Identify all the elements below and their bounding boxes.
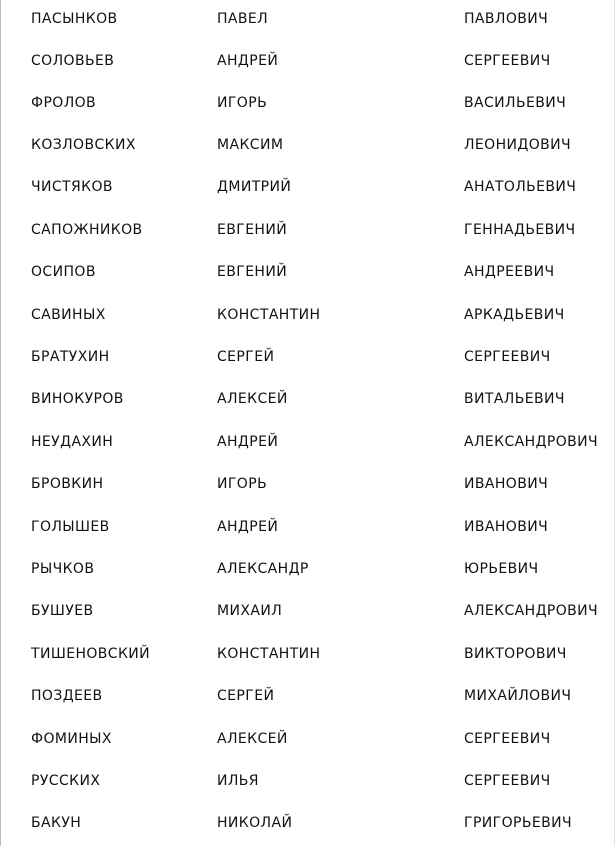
patronymic-cell: ВИТАЛЬЕВИЧ (464, 391, 565, 407)
last-name-cell: ВИНОКУРОВ (31, 391, 124, 407)
table-row (0, 380, 615, 422)
patronymic-cell: ИВАНОВИЧ (464, 519, 549, 535)
table-row (0, 211, 615, 253)
table-row (0, 423, 615, 465)
table-row (0, 338, 615, 380)
patronymic-cell: ПАВЛОВИЧ (464, 11, 549, 27)
last-name-cell: СОЛОВЬЕВ (31, 53, 115, 69)
first-name-cell: ИГОРЬ (217, 95, 268, 111)
last-name-cell: РУССКИХ (31, 773, 101, 789)
last-name-cell: РЫЧКОВ (31, 561, 95, 577)
patronymic-cell: СЕРГЕЕВИЧ (464, 773, 551, 789)
first-name-cell: МИХАИЛ (217, 603, 283, 619)
first-name-cell: ИГОРЬ (217, 476, 268, 492)
first-name-cell: СЕРГЕЙ (217, 349, 275, 365)
patronymic-cell: ГРИГОРЬЕВИЧ (464, 815, 572, 831)
first-name-cell: ЕВГЕНИЙ (217, 264, 288, 280)
last-name-cell: ПАСЫНКОВ (31, 11, 118, 27)
first-name-cell: МАКСИМ (217, 137, 284, 153)
table-row (0, 296, 615, 338)
patronymic-cell: АНАТОЛЬЕВИЧ (464, 179, 577, 195)
table-row (0, 550, 615, 592)
table-row (0, 465, 615, 507)
last-name-cell: КОЗЛОВСКИХ (31, 137, 136, 153)
patronymic-cell: СЕРГЕЕВИЧ (464, 53, 551, 69)
table-row (0, 635, 615, 677)
first-name-cell: ЕВГЕНИЙ (217, 222, 288, 238)
table-row (0, 126, 615, 168)
last-name-cell: САПОЖНИКОВ (31, 222, 143, 238)
table-row (0, 804, 615, 846)
first-name-cell: КОНСТАНТИН (217, 307, 321, 323)
last-name-cell: ТИШЕНОВСКИЙ (31, 646, 151, 662)
table-row (0, 42, 615, 84)
last-name-cell: ФРОЛОВ (31, 95, 97, 111)
first-name-cell: СЕРГЕЙ (217, 688, 275, 704)
first-name-cell: АНДРЕЙ (217, 53, 279, 69)
first-name-cell: ДМИТРИЙ (217, 179, 292, 195)
table-row (0, 0, 615, 42)
patronymic-cell: АЛЕКСАНДРОВИЧ (464, 434, 599, 450)
patronymic-cell: АРКАДЬЕВИЧ (464, 307, 565, 323)
patronymic-cell: АЛЕКСАНДРОВИЧ (464, 603, 599, 619)
patronymic-cell: ИВАНОВИЧ (464, 476, 549, 492)
patronymic-cell: СЕРГЕЕВИЧ (464, 349, 551, 365)
patronymic-cell: АНДРЕЕВИЧ (464, 264, 555, 280)
first-name-cell: ИЛЬЯ (217, 773, 259, 789)
last-name-cell: ГОЛЫШЕВ (31, 519, 110, 535)
patronymic-cell: ВИКТОРОВИЧ (464, 646, 567, 662)
last-name-cell: БРОВКИН (31, 476, 104, 492)
last-name-cell: ПОЗДЕЕВ (31, 688, 103, 704)
table-row (0, 508, 615, 550)
last-name-cell: ЧИСТЯКОВ (31, 179, 113, 195)
first-name-cell: АЛЕКСАНДР (217, 561, 309, 577)
first-name-cell: ПАВЕЛ (217, 11, 269, 27)
table-row (0, 168, 615, 210)
first-name-cell: КОНСТАНТИН (217, 646, 321, 662)
patronymic-cell: ВАСИЛЬЕВИЧ (464, 95, 567, 111)
first-name-cell: АЛЕКСЕЙ (217, 731, 288, 747)
table-row (0, 253, 615, 295)
last-name-cell: ФОМИНЫХ (31, 731, 112, 747)
table-row (0, 762, 615, 804)
first-name-cell: АНДРЕЙ (217, 434, 279, 450)
table-row (0, 677, 615, 719)
last-name-cell: НЕУДАХИН (31, 434, 114, 450)
patronymic-cell: ЛЕОНИДОВИЧ (464, 137, 572, 153)
patronymic-cell: СЕРГЕЕВИЧ (464, 731, 551, 747)
last-name-cell: ОСИПОВ (31, 264, 96, 280)
last-name-cell: САВИНЫХ (31, 307, 106, 323)
patronymic-cell: МИХАЙЛОВИЧ (464, 688, 572, 704)
table-row (0, 720, 615, 762)
first-name-cell: АНДРЕЙ (217, 519, 279, 535)
last-name-cell: БАКУН (31, 815, 82, 831)
first-name-cell: АЛЕКСЕЙ (217, 391, 288, 407)
patronymic-cell: ГЕННАДЬЕВИЧ (464, 222, 576, 238)
table-row (0, 84, 615, 126)
first-name-cell: НИКОЛАЙ (217, 815, 293, 831)
patronymic-cell: ЮРЬЕВИЧ (464, 561, 539, 577)
last-name-cell: БРАТУХИН (31, 349, 110, 365)
last-name-cell: БУШУЕВ (31, 603, 94, 619)
table-row (0, 592, 615, 634)
